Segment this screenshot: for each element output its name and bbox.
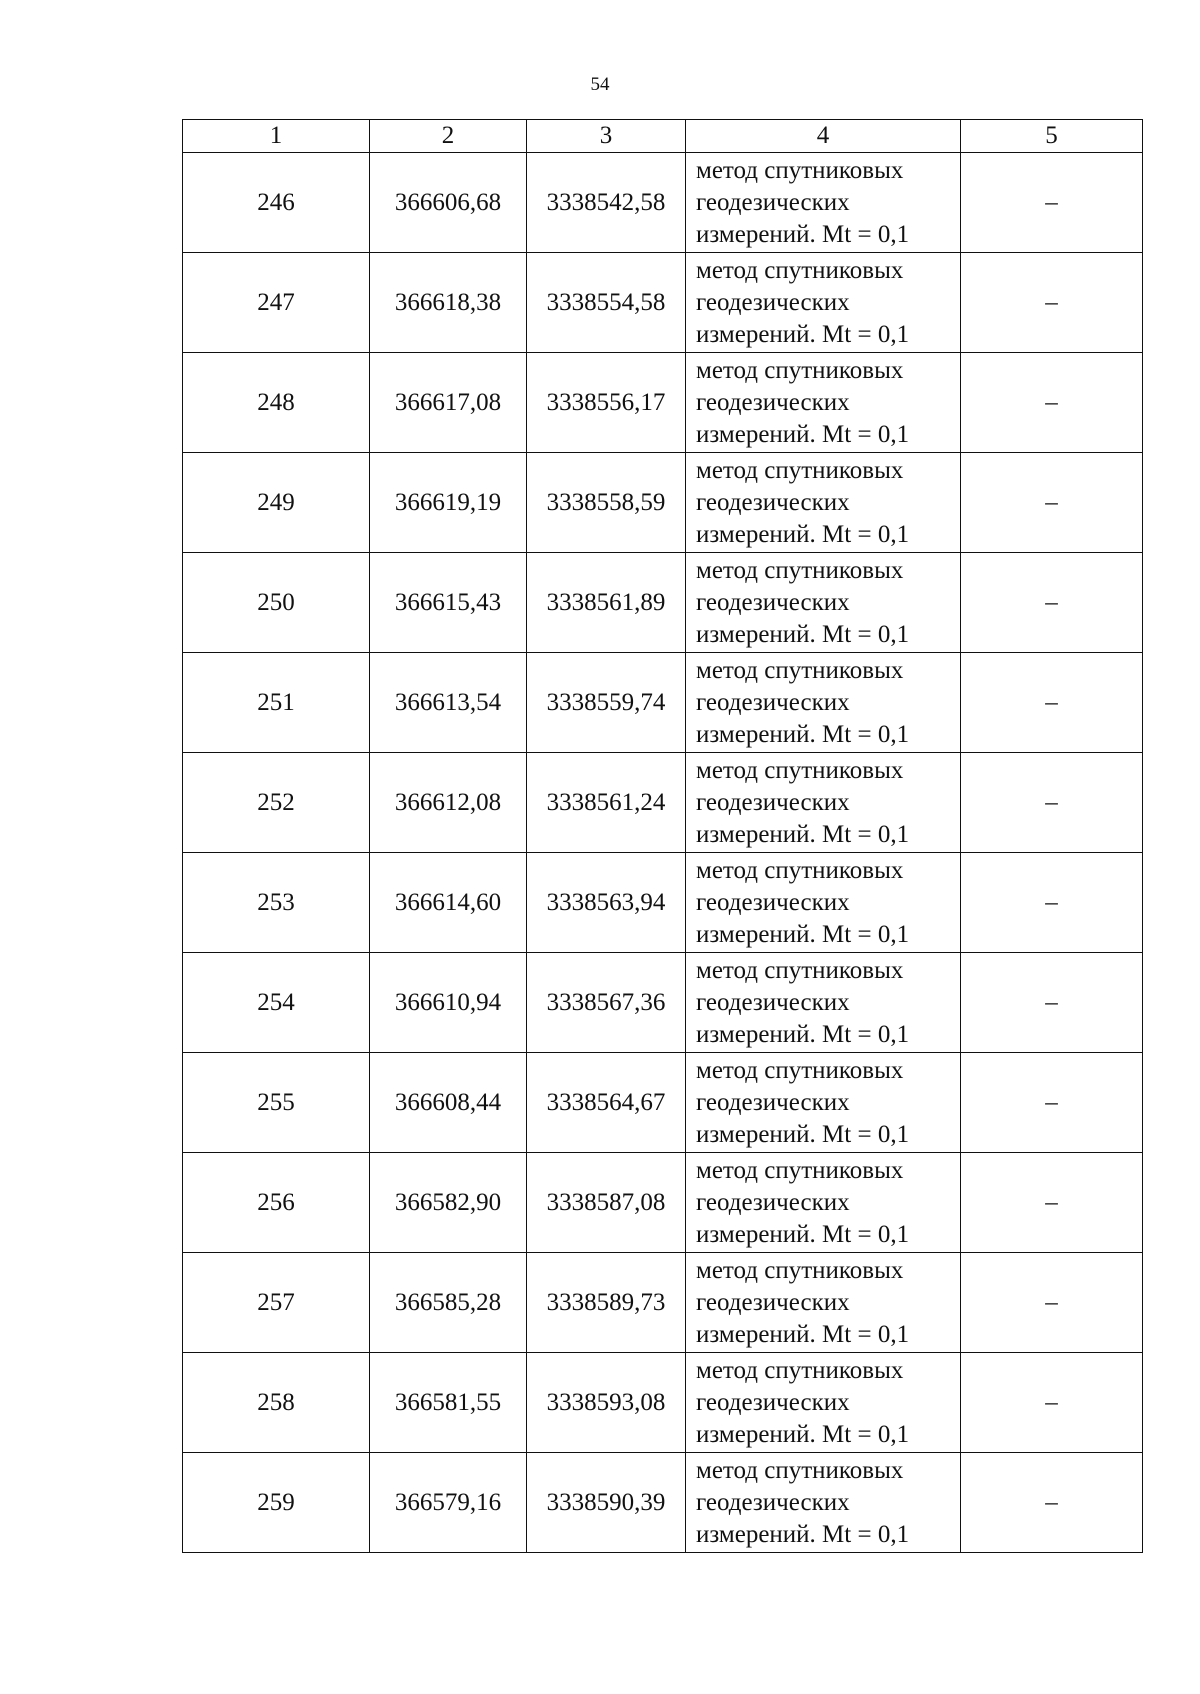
- method-line: измерений. Mt = 0,1: [696, 1520, 910, 1548]
- method-line: измерений. Mt = 0,1: [696, 1220, 910, 1248]
- y-coordinate-cell: 3338590,39: [527, 1453, 686, 1553]
- y-coordinate-cell: 3338542,58: [527, 153, 686, 253]
- note-cell: –: [961, 253, 1143, 353]
- point-number-cell: 251: [183, 653, 370, 753]
- method-line: метод спутниковых: [696, 356, 904, 384]
- method-line: измерений. Mt = 0,1: [696, 620, 910, 648]
- method-cell: [686, 553, 961, 653]
- method-line: измерений. Mt = 0,1: [696, 520, 910, 548]
- y-coordinate-cell: 3338561,89: [527, 553, 686, 653]
- method-cell: [686, 453, 961, 553]
- method-line: метод спутниковых: [696, 1356, 904, 1384]
- method-line: геодезических: [696, 1488, 850, 1516]
- table-row: [183, 1353, 1143, 1453]
- method-line: измерений. Mt = 0,1: [696, 920, 910, 948]
- x-coordinate-cell: 366617,08: [370, 353, 527, 453]
- table-row: [183, 1253, 1143, 1353]
- point-number-cell: 256: [183, 1153, 370, 1253]
- x-coordinate-cell: 366610,94: [370, 953, 527, 1053]
- note-cell: –: [961, 353, 1143, 453]
- y-coordinate-cell: 3338587,08: [527, 1153, 686, 1253]
- method-line: измерений. Mt = 0,1: [696, 1320, 910, 1348]
- table-row: [183, 653, 1143, 753]
- method-line: метод спутниковых: [696, 456, 904, 484]
- table-row: [183, 1453, 1143, 1553]
- table-row: [183, 353, 1143, 453]
- method-line: геодезических: [696, 588, 850, 616]
- method-line: геодезических: [696, 1388, 850, 1416]
- table-row: [183, 153, 1143, 253]
- point-number-cell: 247: [183, 253, 370, 353]
- y-coordinate-cell: 3338593,08: [527, 1353, 686, 1453]
- x-coordinate-cell: 366614,60: [370, 853, 527, 953]
- method-line: геодезических: [696, 1288, 850, 1316]
- table-row: [183, 1153, 1143, 1253]
- point-number-cell: 254: [183, 953, 370, 1053]
- table-row: [183, 453, 1143, 553]
- point-number-cell: 248: [183, 353, 370, 453]
- table-row: [183, 1053, 1143, 1153]
- method-line: геодезических: [696, 1088, 850, 1116]
- point-number-cell: 253: [183, 853, 370, 953]
- method-line: метод спутниковых: [696, 756, 904, 784]
- point-number-cell: 258: [183, 1353, 370, 1453]
- note-cell: –: [961, 953, 1143, 1053]
- method-line: геодезических: [696, 488, 850, 516]
- point-number-cell: 252: [183, 753, 370, 853]
- x-coordinate-cell: 366582,90: [370, 1153, 527, 1253]
- method-cell: [686, 1053, 961, 1153]
- method-line: метод спутниковых: [696, 1456, 904, 1484]
- table-row: [183, 853, 1143, 953]
- note-cell: –: [961, 653, 1143, 753]
- note-cell: –: [961, 1453, 1143, 1553]
- method-line: измерений. Mt = 0,1: [696, 320, 910, 348]
- point-number-cell: 250: [183, 553, 370, 653]
- method-line: геодезических: [696, 388, 850, 416]
- method-cell: [686, 853, 961, 953]
- method-line: метод спутниковых: [696, 256, 904, 284]
- table-header-row: [183, 120, 1143, 153]
- header-col-4: 4: [686, 120, 961, 153]
- y-coordinate-cell: 3338564,67: [527, 1053, 686, 1153]
- header-col-5: 5: [961, 120, 1143, 153]
- y-coordinate-cell: 3338567,36: [527, 953, 686, 1053]
- x-coordinate-cell: 366618,38: [370, 253, 527, 353]
- method-line: геодезических: [696, 888, 850, 916]
- method-line: метод спутниковых: [696, 656, 904, 684]
- method-line: метод спутниковых: [696, 1056, 904, 1084]
- point-number-cell: 249: [183, 453, 370, 553]
- method-line: измерений. Mt = 0,1: [696, 820, 910, 848]
- method-line: геодезических: [696, 1188, 850, 1216]
- method-line: измерений. Mt = 0,1: [696, 1120, 910, 1148]
- x-coordinate-cell: 366615,43: [370, 553, 527, 653]
- method-cell: [686, 653, 961, 753]
- point-number-cell: 246: [183, 153, 370, 253]
- method-line: измерений. Mt = 0,1: [696, 720, 910, 748]
- method-cell: [686, 1453, 961, 1553]
- coordinates-table: [182, 119, 1143, 1553]
- header-col-1: 1: [183, 120, 370, 153]
- x-coordinate-cell: 366619,19: [370, 453, 527, 553]
- note-cell: –: [961, 1253, 1143, 1353]
- note-cell: –: [961, 153, 1143, 253]
- x-coordinate-cell: 366585,28: [370, 1253, 527, 1353]
- note-cell: –: [961, 553, 1143, 653]
- y-coordinate-cell: 3338563,94: [527, 853, 686, 953]
- x-coordinate-cell: 366581,55: [370, 1353, 527, 1453]
- x-coordinate-cell: 366613,54: [370, 653, 527, 753]
- y-coordinate-cell: 3338561,24: [527, 753, 686, 853]
- note-cell: –: [961, 1053, 1143, 1153]
- method-line: геодезических: [696, 188, 850, 216]
- note-cell: –: [961, 1153, 1143, 1253]
- table-row: [183, 553, 1143, 653]
- method-line: метод спутниковых: [696, 156, 904, 184]
- method-line: измерений. Mt = 0,1: [696, 1420, 910, 1448]
- method-cell: [686, 1153, 961, 1253]
- method-line: геодезических: [696, 788, 850, 816]
- y-coordinate-cell: 3338589,73: [527, 1253, 686, 1353]
- method-line: измерений. Mt = 0,1: [696, 220, 910, 248]
- method-line: измерений. Mt = 0,1: [696, 1020, 910, 1048]
- method-line: метод спутниковых: [696, 956, 904, 984]
- note-cell: –: [961, 753, 1143, 853]
- method-cell: [686, 953, 961, 1053]
- method-cell: [686, 253, 961, 353]
- table-row: [183, 753, 1143, 853]
- method-line: геодезических: [696, 988, 850, 1016]
- method-cell: [686, 753, 961, 853]
- point-number-cell: 257: [183, 1253, 370, 1353]
- method-line: метод спутниковых: [696, 1156, 904, 1184]
- table-body: [183, 153, 1143, 1553]
- y-coordinate-cell: 3338558,59: [527, 453, 686, 553]
- method-line: метод спутниковых: [696, 1256, 904, 1284]
- y-coordinate-cell: 3338559,74: [527, 653, 686, 753]
- method-cell: [686, 153, 961, 253]
- x-coordinate-cell: 366612,08: [370, 753, 527, 853]
- x-coordinate-cell: 366579,16: [370, 1453, 527, 1553]
- header-col-3: 3: [527, 120, 686, 153]
- point-number-cell: 259: [183, 1453, 370, 1553]
- method-line: геодезических: [696, 288, 850, 316]
- method-line: измерений. Mt = 0,1: [696, 420, 910, 448]
- method-line: метод спутниковых: [696, 556, 904, 584]
- table-row: [183, 253, 1143, 353]
- method-cell: [686, 1253, 961, 1353]
- y-coordinate-cell: 3338556,17: [527, 353, 686, 453]
- method-cell: [686, 353, 961, 453]
- note-cell: –: [961, 453, 1143, 553]
- x-coordinate-cell: 366606,68: [370, 153, 527, 253]
- method-cell: [686, 1353, 961, 1453]
- table-row: [183, 953, 1143, 1053]
- method-line: геодезических: [696, 688, 850, 716]
- point-number-cell: 255: [183, 1053, 370, 1153]
- method-line: метод спутниковых: [696, 856, 904, 884]
- page-number: 54: [590, 74, 610, 95]
- y-coordinate-cell: 3338554,58: [527, 253, 686, 353]
- note-cell: –: [961, 853, 1143, 953]
- x-coordinate-cell: 366608,44: [370, 1053, 527, 1153]
- header-col-2: 2: [370, 120, 527, 153]
- note-cell: –: [961, 1353, 1143, 1453]
